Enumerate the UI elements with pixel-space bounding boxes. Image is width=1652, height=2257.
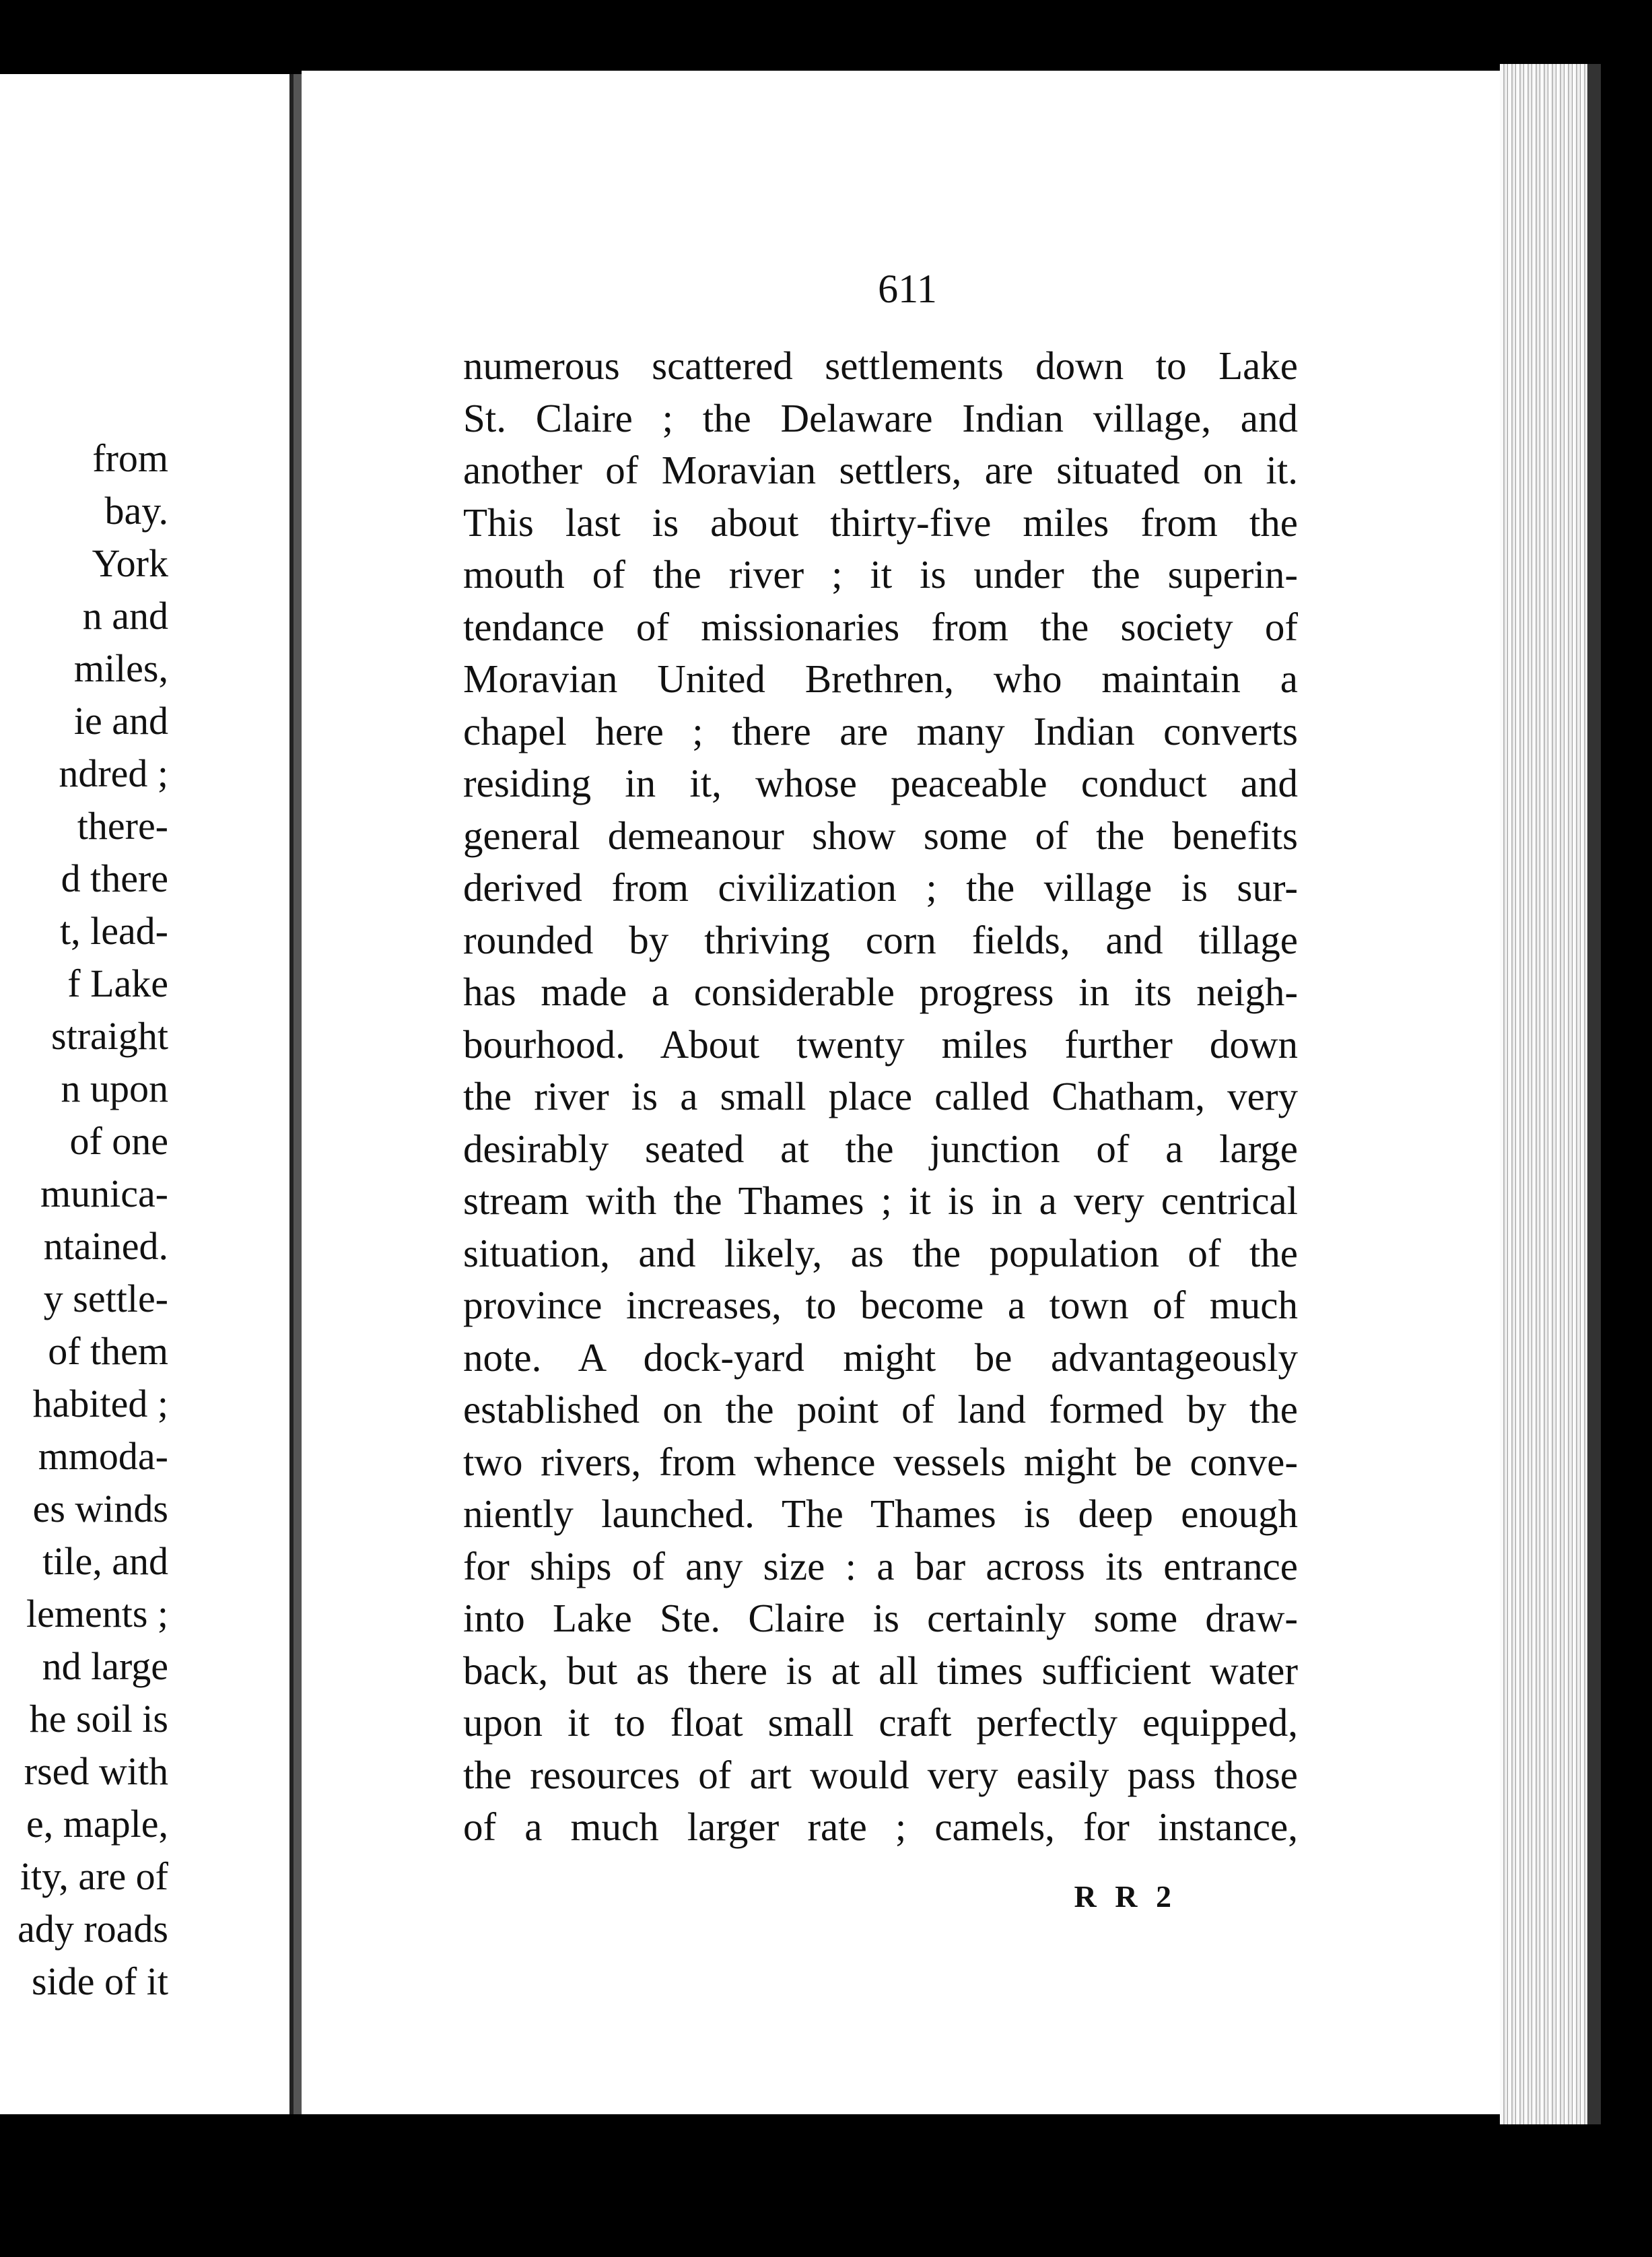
left-line: he soil is: [29, 1697, 168, 1741]
left-line: mmoda-: [38, 1434, 168, 1478]
book-gutter: [294, 74, 302, 2114]
text-line: has made a considerable progress in its neigh-: [463, 970, 1298, 1014]
text-line: mouth of the river ; it is under the superin-: [463, 552, 1298, 597]
left-line: of them: [48, 1329, 168, 1373]
left-line: bay.: [104, 489, 168, 533]
left-line: n and: [82, 594, 168, 638]
text-line: of a much larger rate ; camels, for instance,: [463, 1805, 1298, 1849]
left-line: side of it: [32, 1959, 168, 2003]
text-line: for ships of any size : a bar across its entrance: [463, 1543, 1298, 1588]
left-line: t, lead-: [59, 909, 168, 953]
left-line: nd large: [42, 1644, 168, 1688]
text-line: numerous scattered settlements down to Lake: [463, 343, 1298, 388]
text-line: general demeanour show some of the benefits: [463, 813, 1298, 858]
left-line: tile, and: [42, 1539, 168, 1583]
left-line: munica-: [40, 1172, 168, 1215]
text-line: St. Claire ; the Delaware Indian village, and: [463, 395, 1298, 440]
left-line: rsed with: [24, 1749, 168, 1793]
page-number: 611: [878, 267, 937, 311]
text-line: chapel here ; there are many Indian converts: [463, 708, 1298, 753]
left-line: ity, are of: [20, 1854, 168, 1898]
text-line: tendance of missionaries from the society of: [463, 604, 1298, 649]
text-line: back, but as there is at all times sufficient water: [463, 1648, 1298, 1693]
left-page: [0, 74, 294, 2114]
left-line: e, maple,: [26, 1802, 168, 1846]
text-line: This last is about thirty-five miles from the: [463, 500, 1298, 545]
left-line: ntained.: [43, 1224, 168, 1268]
signature-mark: R R 2: [1074, 1879, 1177, 1914]
left-line: d there: [61, 856, 168, 900]
body-text: [463, 340, 1298, 1854]
left-line: ady roads: [18, 1907, 168, 1951]
left-line: York: [92, 541, 168, 585]
text-line: into Lake Ste. Claire is certainly some draw-: [463, 1596, 1298, 1640]
text-line: note. A dock-yard might be advantageously: [463, 1335, 1298, 1380]
text-line: province increases, to become a town of much: [463, 1283, 1298, 1327]
text-line: situation, and likely, as the population of the: [463, 1230, 1298, 1275]
text-line: stream with the Thames ; it is in a very centrical: [463, 1178, 1298, 1223]
text-line: residing in it, whose peaceable conduct and: [463, 761, 1298, 805]
left-line: of one: [69, 1119, 168, 1163]
text-line: the river is a small place called Chatham, very: [463, 1074, 1298, 1118]
text-line: desirably seated at the junction of a large: [463, 1126, 1298, 1171]
left-line: there-: [77, 804, 168, 848]
text-line: two rivers, from whence vessels might be conve-: [463, 1439, 1298, 1484]
left-line: lements ;: [26, 1592, 168, 1636]
text-line: the resources of art would very easily pass those: [463, 1752, 1298, 1797]
text-line: derived from civilization ; the village is sur-: [463, 865, 1298, 910]
page-edges: [1500, 64, 1601, 2124]
left-line: miles,: [73, 646, 168, 690]
text-line: established on the point of land formed by the: [463, 1387, 1298, 1431]
left-line: from: [92, 436, 168, 480]
text-line: upon it to float small craft perfectly equipped,: [463, 1700, 1298, 1745]
right-page: [302, 71, 1500, 2114]
left-line: straight: [51, 1014, 168, 1058]
text-line: Moravian United Brethren, who maintain a: [463, 656, 1298, 701]
text-line: another of Moravian settlers, are situated on it.: [463, 448, 1298, 492]
left-line: es winds: [32, 1487, 168, 1530]
text-line: niently launched. The Thames is deep enough: [463, 1491, 1298, 1536]
left-line: ie and: [73, 699, 168, 743]
text-line: rounded by thriving corn fields, and tillage: [463, 917, 1298, 962]
left-line: n upon: [61, 1067, 168, 1110]
left-line: y settle-: [43, 1277, 168, 1320]
left-line: ndred ;: [59, 751, 168, 795]
text-line: bourhood. About twenty miles further down: [463, 1021, 1298, 1067]
left-line: f Lake: [67, 962, 168, 1005]
left-page-text: [18, 432, 168, 2008]
left-line: habited ;: [32, 1382, 168, 1425]
